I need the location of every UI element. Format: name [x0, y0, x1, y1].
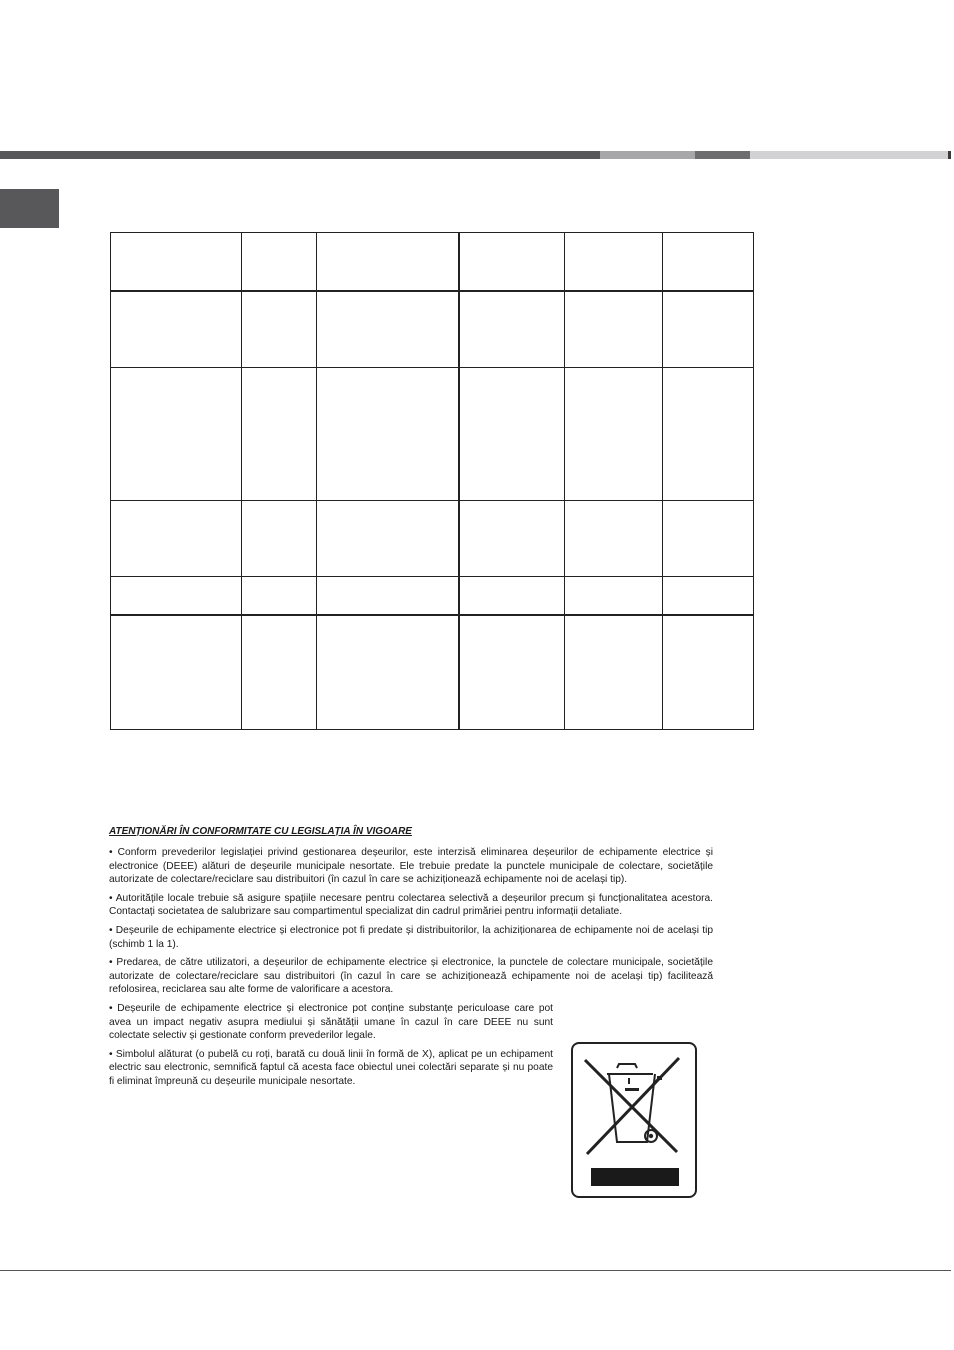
table-cell: [111, 233, 242, 292]
notice-paragraph: • Conform prevederilor legislației privind gestionarea deșeurilor, este interzisă eliminarea deșeurilor de echipamente electrice și electronice (DEEE) alături de deșeurile municipale nesortate. Ele trebuie predate la punctele municipale de colectare, societățile autorizate de colectare/reciclare sau distribuitori (în cazul în care se achiziționează echipamente noi de același tip).: [109, 847, 713, 886]
header-band-light: [600, 151, 695, 159]
table-cell: [663, 501, 754, 577]
table-cell: [459, 501, 565, 577]
table-cell: [565, 291, 663, 368]
table-cell: [242, 233, 317, 292]
notice-paragraph: • Deșeurile de echipamente electrice și electronice pot fi predate și distribuitorilor, la achiziționarea de echipamente noi de același tip (schimb 1 la 1).: [109, 924, 713, 950]
notice-paragraph: • Predarea, de către utilizatori, a deșeurilor de echipamente electrice și electronice, la punctele de colectare municipale, societățile autorizate de colectare/reciclare sau distribuitori (în cazul în care se achiziționează echipamente noi de același tip) facilitează refolosirea, reciclarea sau alte forme de valorificare a acestora.: [109, 957, 713, 996]
header-band-mid: [695, 151, 750, 159]
table-cell: [111, 291, 242, 368]
table-cell: [565, 615, 663, 730]
table-row: [111, 577, 754, 616]
table-cell: [242, 577, 317, 616]
table-row: [111, 501, 754, 577]
table-cell: [663, 368, 754, 501]
table-cell: [242, 368, 317, 501]
table-cell: [317, 291, 459, 368]
table-cell: [242, 501, 317, 577]
notice-paragraph: • Autoritățile locale trebuie să asigure spațiile necesare pentru colectarea selectivă a deșeurilor precum și funcționalitatea acestora. Contactați societatea de salubrizare sau compartimentul specializat din cadrul primăriei pentru informații detaliate.: [109, 892, 713, 918]
table-cell: [111, 368, 242, 501]
table-cell: [111, 577, 242, 616]
table-cell: [565, 368, 663, 501]
table-cell: [317, 577, 459, 616]
table-cell: [459, 577, 565, 616]
table-cell: [459, 615, 565, 730]
table-cell: [663, 615, 754, 730]
notice-title: ATENȚIONĂRI ÎN CONFORMITATE CU LEGISLAȚIA ÎN VIGOARE: [109, 826, 412, 837]
crossed-out-wheelie-bin-icon: [571, 1042, 697, 1198]
footer-rule: [0, 1270, 951, 1271]
header-band-dark: [0, 151, 600, 159]
table-cell: [565, 577, 663, 616]
notice-paragraph: • Simbolul alăturat (o pubelă cu roți, barată cu două linii în formă de X), aplicat pe un echipament electric sau electronic, semnifică faptul că acesta face obiectul unei colectări separate și nu poate fi eliminat împreună cu deșeurile municipale nesortate.: [109, 1048, 553, 1087]
table-cell: [317, 501, 459, 577]
table-cell: [663, 577, 754, 616]
table-row: [111, 233, 754, 292]
table-row: [111, 615, 754, 730]
table-cell: [317, 368, 459, 501]
table-cell: [663, 291, 754, 368]
table-cell: [459, 233, 565, 292]
table-cell: [317, 615, 459, 730]
table-cell: [565, 233, 663, 292]
specification-table: [110, 232, 754, 730]
header-band-pale: [750, 151, 948, 159]
language-tab: [0, 189, 59, 228]
table-cell: [242, 615, 317, 730]
table-cell: [663, 233, 754, 292]
weee-symbol: [573, 1044, 695, 1196]
table-cell: [111, 615, 242, 730]
header-band-end: [948, 151, 951, 159]
table-row: [111, 291, 754, 368]
notice-paragraph: • Deșeurile de echipamente electrice și electronice pot conține substanțe periculoase care pot avea un impact negativ asupra mediului și sănătății umane în cazul în care DEEE nu sunt colectate selectiv și gestionate conform prevederilor legale.: [109, 1002, 553, 1042]
table-cell: [459, 368, 565, 501]
table-row: [111, 368, 754, 501]
table-cell: [242, 291, 317, 368]
table-cell: [565, 501, 663, 577]
table-cell: [111, 501, 242, 577]
table-cell: [459, 291, 565, 368]
table-cell: [317, 233, 459, 292]
